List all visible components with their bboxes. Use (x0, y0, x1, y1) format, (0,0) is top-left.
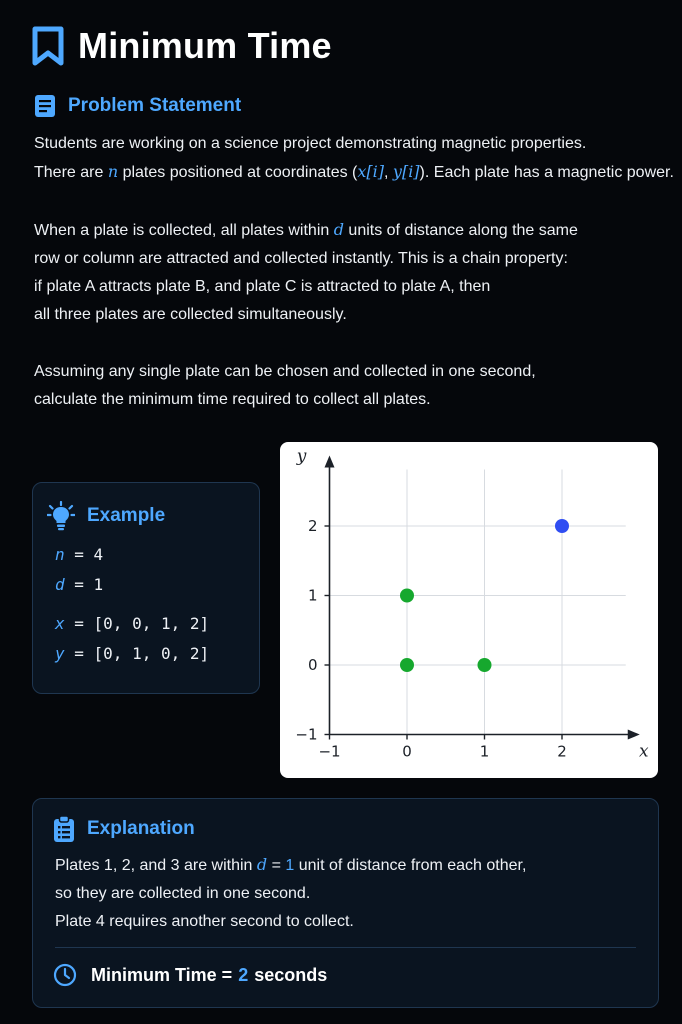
text-segment: = (267, 857, 286, 874)
problem-p3-line2: calculate the minimum time required to collect all plates. (34, 391, 431, 408)
text-segment: unit of distance from each other, (294, 857, 527, 874)
text-segment: units of distance along the same (343, 222, 578, 239)
example-card (32, 482, 260, 694)
plate-point-4 (555, 519, 569, 533)
problem-p2-line2: row or column are attracted and collected instantly. This is a chain property: (34, 250, 568, 267)
var-d: d (55, 575, 65, 594)
problem-p1-line2 (34, 158, 674, 187)
y-tick-label: 2 (307, 517, 318, 535)
var-n: n (55, 545, 65, 564)
x-axis-label: x (638, 741, 649, 762)
x-tick-label: 0 (402, 742, 412, 761)
problem-statement-label: Problem Statement (68, 95, 242, 116)
plate-point-2 (400, 589, 414, 603)
var-x-i: x[i] (357, 162, 385, 181)
var-d: d (256, 855, 268, 874)
problem-p1-line1: Students are working on a science project demonstrating magnetic properties. (34, 135, 587, 152)
y-axis-label: y (296, 446, 307, 467)
example-n-line (55, 545, 103, 564)
problem-p2-line4: all three plates are collected simultaneously. (34, 306, 347, 323)
answer-value: 2 (238, 964, 249, 985)
bookmark-icon (32, 26, 64, 66)
y-tick-label: 1 (307, 586, 318, 605)
clipboard-icon (53, 815, 75, 843)
page-header (32, 20, 332, 72)
example-d-line (55, 575, 103, 594)
var-x: x (55, 614, 65, 633)
x-tick-label: 1 (479, 742, 490, 761)
text-segment: plates positioned at coordinates ( (118, 164, 358, 181)
problem-p2-line1 (34, 216, 578, 245)
var-d: d (333, 220, 344, 239)
text-segment: = 4 (64, 545, 104, 564)
text-segment: There are (34, 164, 108, 181)
explanation-card (32, 798, 659, 1008)
answer-row (53, 963, 327, 987)
plate-point-1 (400, 658, 414, 672)
text-segment: = [0, 0, 1, 2] (64, 614, 210, 633)
d-value: 1 (285, 857, 295, 874)
y-axis-arrow (325, 455, 335, 467)
y-tick-label: 0 (307, 656, 318, 674)
explanation-line1 (55, 851, 526, 880)
example-y-line (55, 644, 209, 663)
explanation-body (55, 851, 526, 936)
coordinate-plot-panel (280, 442, 658, 778)
text-segment: = [0, 1, 0, 2] (64, 644, 210, 663)
text-segment: ). Each plate has a magnetic power. (419, 164, 674, 181)
problem-statement-heading (34, 94, 241, 118)
text-segment: Plates 1, 2, and 3 are within (55, 857, 257, 874)
y-tick-label: −1 (295, 725, 318, 744)
explanation-label: Explanation (87, 818, 195, 839)
text-segment: = 1 (64, 575, 104, 594)
coordinate-plot (280, 442, 658, 778)
var-y-i: y[i] (392, 162, 420, 181)
var-y: y (55, 644, 65, 663)
lightbulb-icon (47, 501, 75, 531)
explanation-heading (53, 815, 195, 843)
text-segment: , (384, 164, 393, 181)
page-title: Minimum Time (78, 25, 332, 66)
text-segment: When a plate is collected, all plates within (34, 222, 334, 239)
problem-paragraph-3 (34, 358, 536, 414)
problem-paragraph-1 (34, 130, 674, 187)
x-tick-label: −1 (318, 742, 341, 761)
x-axis-arrow (628, 730, 640, 740)
answer-unit: seconds (254, 964, 328, 985)
explanation-line3: Plate 4 requires another second to collect. (55, 913, 354, 930)
example-label: Example (87, 505, 166, 526)
problem-p3-line1: Assuming any single plate can be chosen and collected in one second, (34, 363, 536, 380)
example-heading (47, 501, 165, 531)
problem-p2-line3: if plate A attracts plate B, and plate C is attracted to plate A, then (34, 278, 491, 295)
problem-paragraph-2 (34, 216, 578, 329)
example-x-line (55, 614, 209, 633)
plate-point-3 (478, 658, 492, 672)
divider (55, 947, 636, 948)
document-icon (34, 94, 56, 118)
explanation-line2: so they are collected in one second. (55, 885, 311, 902)
clock-icon (53, 963, 77, 987)
x-tick-label: 2 (557, 742, 567, 761)
answer-label: Minimum Time = (91, 964, 233, 985)
var-n: n (107, 162, 119, 181)
